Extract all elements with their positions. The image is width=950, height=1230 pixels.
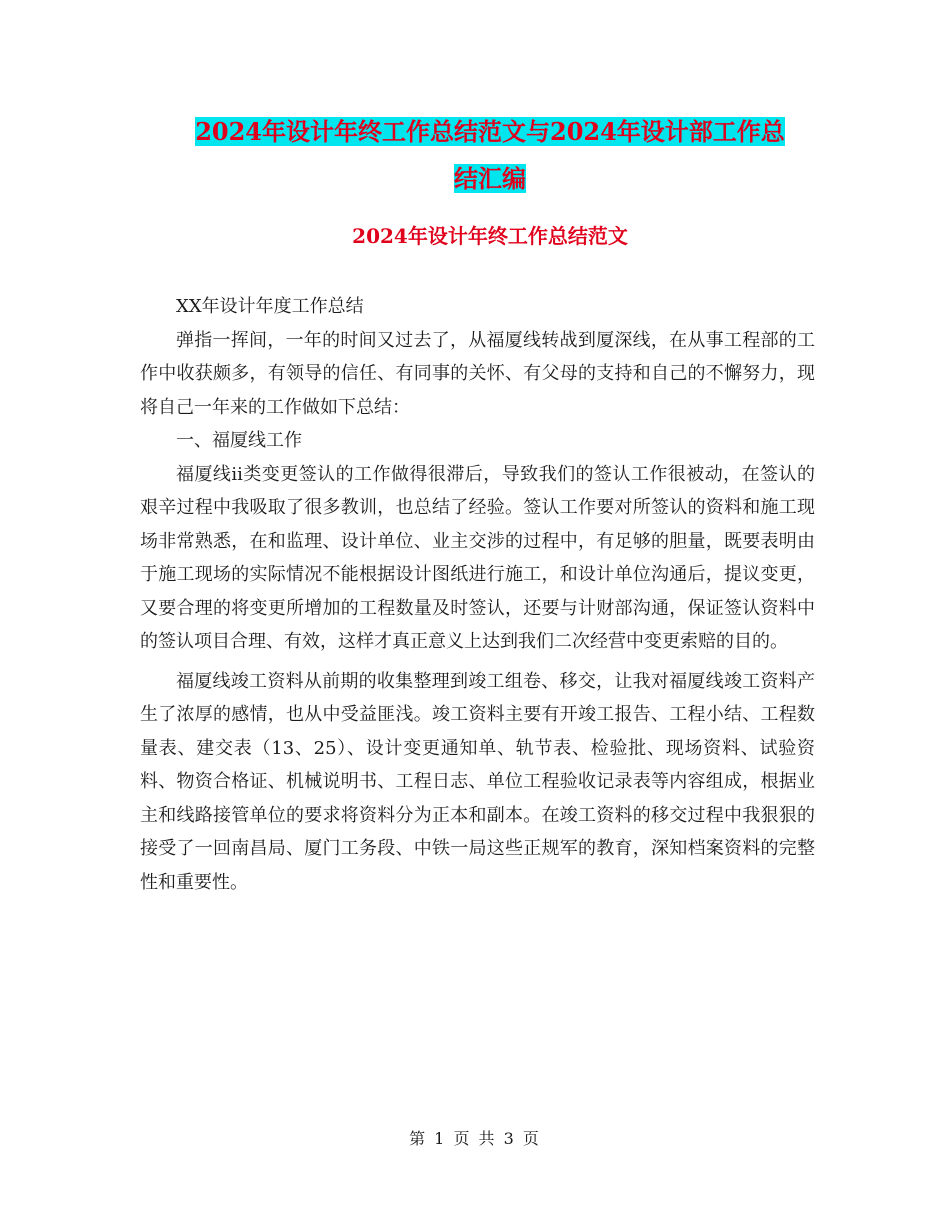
main-title	[140, 108, 840, 202]
page-footer: 第 1 页 共 3 页	[409, 1129, 541, 1148]
paragraph-completion-docs: 福厦线竣工资料从前期的收集整理到竣工组卷、移交，让我对福厦线竣工资料产生了浓厚的感情，也从中受益匪浅。竣工资料主要有开竣工报告、工程小结、工程数量表、建交表（13、25）、设计变更通知单、轨节表、检验批、现场资料、试验资料、物资合格证、机械说明书、工程日志、单位工程验收记录表等内容组成，根据业主和线路接管单位的要求将资料分为正本和副本。在竣工资料的移交过程中我狠狠的接受了一回南昌局、厦门工务段、中铁一局这些正规军的教育，深知档案资料的完整性和重要性。	[140, 670, 815, 893]
paragraph-intro: 弹指一挥间，一年的时间又过去了，从福厦线转战到厦深线，在从事工程部的工作中收获颇多，有领导的信任、有同事的关怀、有父母的支持和自己的不懈努力，现将自己一年来的工作做如下总结：	[140, 329, 815, 418]
paragraph-subtitle: XX年设计年度工作总结	[176, 296, 364, 317]
document-body	[140, 290, 815, 899]
main-title-line2: 结汇编	[454, 164, 526, 193]
paragraph-signoff-work: 福厦线ii类变更签认的工作做得很滞后，导致我们的签认工作很被动，在签认的艰辛过程中我吸取了很多教训，也总结了经验。签认工作要对所签认的资料和施工现场非常熟悉，在和监理、设计单位、业主交涉的过程中，有足够的胆量，既要表明由于施工现场的实际情况不能根据设计图纸进行施工，和设计单位沟通后，提议变更，又要合理的将变更所增加的工程数量及时签认，还要与计财部沟通，保证签认资料中的签认项目合理、有效，这样才真正意义上达到我们二次经营中变更索赔的目的。	[140, 463, 815, 652]
section-title: 2024年设计年终工作总结范文	[352, 224, 628, 248]
paragraph-heading-1: 一、福厦线工作	[176, 430, 302, 451]
main-title-line1: 2024年设计年终工作总结范文与2024年设计部工作总	[195, 117, 785, 146]
